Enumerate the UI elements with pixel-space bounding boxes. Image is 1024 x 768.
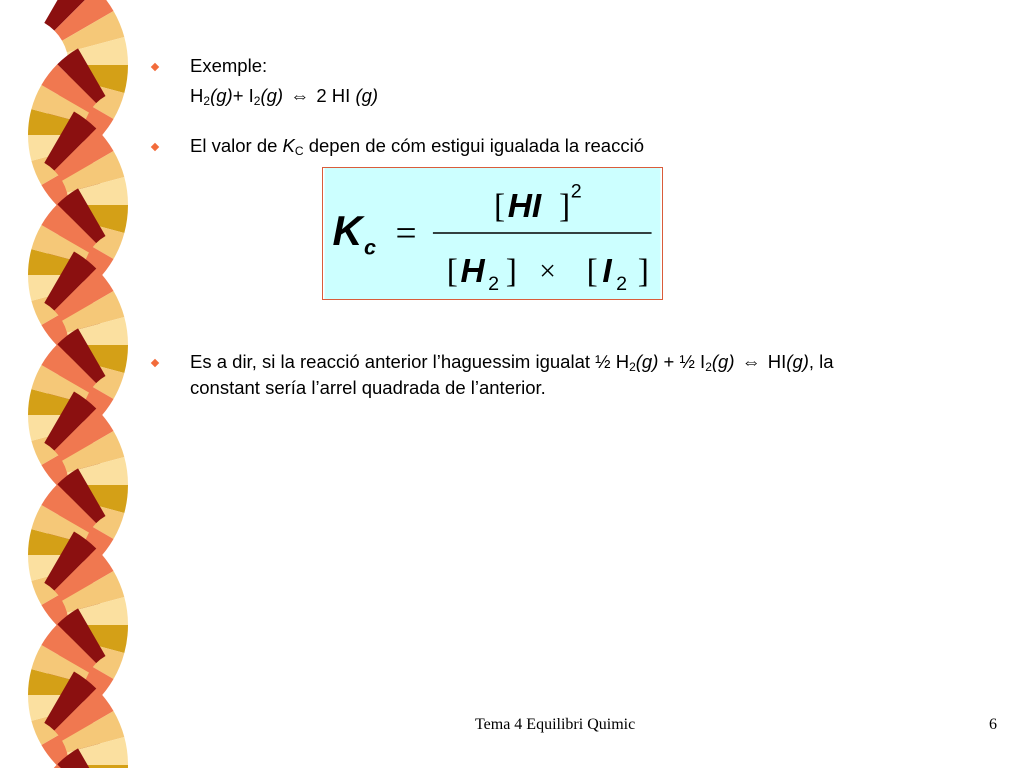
den-right-bracket-1: ] xyxy=(505,253,517,291)
half-reaction-statement: Es a dir, si la reacció anterior l’haguessim igualat ½ $H_2(g)$ + ½ $I_2(g)$ ⇔ HI(g), la xyxy=(190,351,834,374)
den-left-bracket-1: [ xyxy=(446,253,458,291)
kc-statement: El valor de $K_C$ depen de cóm estigui igualada la reacció xyxy=(190,135,644,158)
den-left-bracket-2: [ xyxy=(586,253,598,291)
den-h-sub: 2 xyxy=(488,273,500,296)
num-exponent: 2 xyxy=(570,180,582,203)
formula-k: K xyxy=(332,207,363,254)
reaction-equation: $H_2(g)+ I_2(g)$ ⇔ 2 HI (g) xyxy=(190,85,379,108)
page-number: 6 xyxy=(989,716,997,733)
bullet-icon xyxy=(150,62,160,72)
equilibrium-arrow-icon: ⇔ xyxy=(290,86,310,107)
formula-k-sub: c xyxy=(363,234,377,260)
half-reaction-statement-line2: constant sería l’arrel quadrada de l’anterior. xyxy=(190,377,546,398)
kc-formula-box xyxy=(322,167,663,300)
decorative-fan-border xyxy=(0,0,140,768)
num-left-bracket: [ xyxy=(493,188,506,226)
equilibrium-arrow-icon: ⇔ xyxy=(741,352,761,373)
kc-formula xyxy=(323,168,662,299)
bullet-icon xyxy=(150,358,160,368)
den-i-sub: 2 xyxy=(616,273,628,296)
formula-equals: = xyxy=(395,212,417,254)
num-right-bracket: ] xyxy=(558,188,571,226)
den-right-bracket-2: ] xyxy=(637,253,649,291)
example-label: Exemple: xyxy=(190,55,268,76)
num-species-hi: HI xyxy=(507,188,542,226)
den-species-h: H xyxy=(460,253,485,291)
times-icon: × xyxy=(539,255,556,288)
footer-title: Tema 4 Equilibri Quimic xyxy=(475,716,636,733)
den-species-i: I xyxy=(602,253,612,291)
bullet-icon xyxy=(150,142,160,152)
